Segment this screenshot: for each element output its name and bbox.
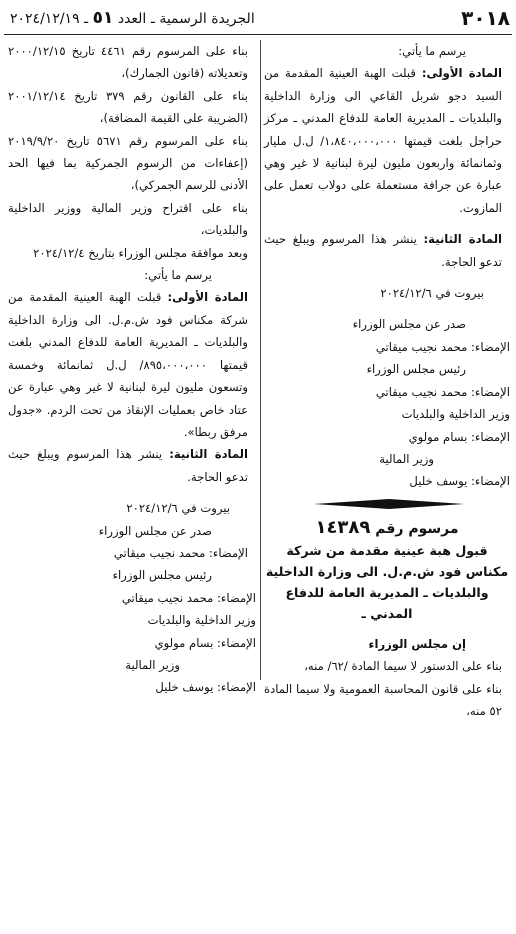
running-title (10, 8, 255, 28)
signature-interior: الإمضاء: بسام مولوي (154, 635, 256, 650)
decree-label: مرسوم رقم (375, 520, 459, 537)
basis-proposal: بناء على اقتراح وزير المالية ووزير الداخلية والبلديات، (8, 200, 248, 238)
article-1 (264, 62, 510, 219)
section-divider (264, 497, 510, 511)
issued-by: صدر عن مجلس الوزراء (352, 317, 466, 332)
signature-pm-2: الإمضاء: محمد نجيب ميقاتي (375, 384, 510, 399)
issue-number: ٥١ (92, 8, 114, 28)
place-date: بيروت في ٢٠٢٤/١٢/٦ (380, 286, 484, 301)
signature-pm-2: الإمضاء: محمد نجيب ميقاتي (121, 590, 256, 605)
signature-pm: الإمضاء: محمد نجيب ميقاتي (375, 339, 510, 354)
basis-constitution: بناء على الدستور لا سيما المادة /٦٢/ منه، (304, 659, 502, 674)
place-date: بيروت في ٢٠٢٤/١٢/٦ (126, 501, 230, 516)
column-rule (260, 40, 261, 680)
signature-finance: الإمضاء: يوسف خليل (409, 474, 510, 489)
article-1-text: قبلت الهبة العينية المقدمة من السيد دجو شربل القاعي الى وزارة الداخلية والبلديات ـ المديرية العامة للدفاع المدني ـ مركز حراجل بلغت قيمتها ١،٨٤٠،٠٠٠،٠٠٠/ ل.ل مليار وثمانمائة واربعون مليون ليرة لبنانية لا غير وهي عبارة عن جرافة مستعملة على دولاب تعمل على المازوت. (264, 66, 502, 215)
page-header (0, 0, 516, 34)
decree-subject: قبول هبة عينية مقدمة من شركة مكناس فود ش.م.ل. الى وزارة الداخلية والبلديات ـ المديرية العامة للدفاع المدني ـ (265, 542, 509, 621)
article-1-label: المادة الأولى: (167, 290, 248, 305)
left-column (8, 40, 256, 699)
gazette-name: الجريدة الرسمية ـ العدد (117, 11, 255, 27)
finance-minister-title: وزير المالية (379, 451, 434, 466)
basis-exemptions: بناء على المرسوم رقم ٥٦٧١ تاريخ ٢٠١٩/٩/٢٠ (إعفاءات من الرسوم الجمركية بما فيها الحد الأدنى للرسم الجمركي)، (8, 133, 248, 193)
council-line: إن مجلس الوزراء (368, 636, 466, 651)
article-2 (264, 228, 510, 273)
basis-accounting-law: بناء على قانون المحاسبة العمومية ولا سيما المادة ٥٢ منه، (264, 681, 502, 718)
interior-minister-title: وزير الداخلية والبلديات (147, 613, 256, 628)
signature-finance: الإمضاء: يوسف خليل (155, 680, 256, 695)
article-1-label: المادة الأولى: (421, 66, 502, 81)
enact-line: يرسم ما يأتي: (398, 44, 466, 58)
signature-interior: الإمضاء: بسام مولوي (408, 429, 510, 444)
pm-title: رئيس مجلس الوزراء (366, 362, 466, 377)
article-1-text: قبلت الهبة العينية المقدمة من شركة مكناس فود ش.م.ل. الى وزارة الداخلية والبلديات ـ المديرية العامة للدفاع المدني بلغت قيمتها ٨٩٥،٠٠٠،٠٠٠/ ل.ل ثمانمائة وخمسة وتسعون مليون ليرة لبنانية لا غير وهي عبارة عن عتاد خاص بعمليات الإنقاذ من تحت الردم. «جدول مرفق ربطا». (8, 290, 248, 439)
header-rule (4, 34, 512, 35)
article-2 (8, 443, 256, 488)
finance-minister-title: وزير المالية (125, 657, 180, 672)
pm-title: رئيس مجلس الوزراء (112, 568, 212, 583)
article-2-label: المادة الثانية: (423, 232, 503, 247)
basis-customs: بناء على المرسوم رقم ٤٤٦١ تاريخ ٢٠٠٠/١٢/١٥ وتعديلاته (قانون الجمارك)، (8, 44, 248, 81)
article-2-text: ينشر هذا المرسوم ويبلغ حيث تدعو الحاجة. (264, 232, 502, 269)
article-1 (8, 286, 256, 443)
basis-vat: بناء على القانون رقم ٣٧٩ تاريخ ٢٠٠١/١٢/١٤ (الضريبة على القيمة المضافة)، (8, 88, 248, 126)
decree-heading (264, 517, 510, 540)
issue-date: ـ ٢٠٢٤/١٢/١٩ (10, 11, 89, 27)
page-number: ٣٠١٨ (461, 6, 510, 30)
decree-number: ١٤٣٨٩ (315, 516, 371, 538)
approval-line: وبعد موافقة مجلس الوزراء بتاريخ ٢٠٢٤/١٢/٤ (33, 245, 248, 260)
article-2-label: المادة الثانية: (169, 447, 249, 462)
signature-pm: الإمضاء: محمد نجيب ميقاتي (113, 545, 248, 560)
right-column (264, 40, 510, 722)
interior-minister-title: وزير الداخلية والبلديات (401, 407, 510, 422)
issued-by: صدر عن مجلس الوزراء (98, 523, 212, 538)
enact-line: يرسم ما يأتي: (144, 268, 212, 283)
article-2-text: ينشر هذا المرسوم ويبلغ حيث تدعو الحاجة. (8, 447, 248, 484)
